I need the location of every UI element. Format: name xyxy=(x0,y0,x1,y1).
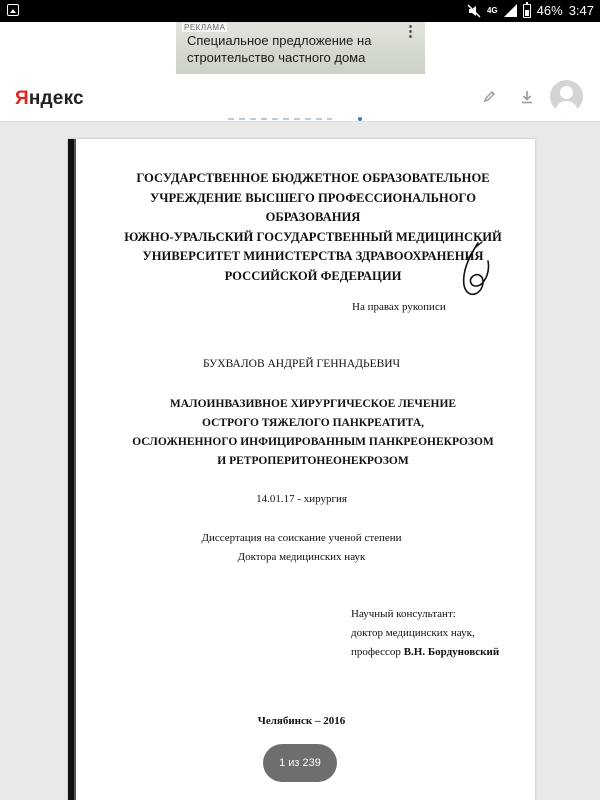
ad-menu-icon[interactable]: ⋮ xyxy=(403,23,418,40)
degree-line: Доктора медицинских наук xyxy=(237,551,366,563)
previous-page-edge xyxy=(200,116,400,122)
battery-icon xyxy=(523,4,531,18)
network-type: 4G xyxy=(486,6,498,15)
author-name: БУХВАЛОВ АНДРЕЙ ГЕННАДЬЕВИЧ xyxy=(202,358,401,370)
consultant-title xyxy=(351,643,499,662)
consultant-heading: Научный консультант: xyxy=(351,608,456,620)
mute-icon xyxy=(467,4,481,18)
org-line: ГОСУДАРСТВЕННОЕ БЮДЖЕТНОЕ ОБРАЗОВАТЕЛЬНОЕ xyxy=(136,171,490,185)
signal-icon xyxy=(504,4,517,17)
avatar[interactable] xyxy=(550,80,583,113)
battery-level: 46% xyxy=(536,3,563,18)
org-line: ЮЖНО-УРАЛЬСКИЙ ГОСУДАРСТВЕННЫЙ МЕДИЦИНСКИЙ xyxy=(124,229,502,244)
specialty-code: 14.01.17 - хирургия xyxy=(256,493,347,505)
logo-rest: ндекс xyxy=(28,88,84,109)
dissertation-title xyxy=(108,395,518,471)
edit-icon[interactable] xyxy=(481,88,499,106)
gallery-icon xyxy=(7,4,19,16)
page-counter[interactable]: 1 из 239 xyxy=(263,744,337,782)
document-page xyxy=(68,139,535,800)
title-line: ОСЛОЖНЕННОГО ИНФИЦИРОВАННЫМ ПАНКРЕОНЕКРОЗОМ xyxy=(132,436,494,448)
ad-text[interactable]: Специальное предложение на строительство частного дома xyxy=(187,33,372,65)
download-icon[interactable] xyxy=(518,88,536,106)
org-line: УНИВЕРСИТЕТ МИНИСТЕРСТВА ЗДРАВООХРАНЕНИЯ xyxy=(142,249,484,263)
handwritten-signature xyxy=(456,241,496,301)
yandex-logo[interactable] xyxy=(15,88,84,110)
scan-edge-shadow xyxy=(74,139,76,800)
ad-banner[interactable] xyxy=(176,22,425,74)
clock: 3:47 xyxy=(568,3,594,18)
consultant-degree: доктор медицинских наук, xyxy=(351,627,475,639)
degree-line: Диссертация на соискание ученой степени xyxy=(201,532,402,544)
document-viewer[interactable] xyxy=(0,122,600,800)
status-bar-right xyxy=(467,3,594,18)
ad-container xyxy=(0,22,600,74)
logo-first-letter: Я xyxy=(15,88,29,109)
rights-notice: На правах рукописи xyxy=(352,301,446,313)
title-line: И РЕТРОПЕРИТОНЕОНЕКРОЗОМ xyxy=(217,455,409,467)
status-bar xyxy=(0,0,600,22)
org-line: УЧРЕЖДЕНИЕ ВЫСШЕГО ПРОФЕССИОНАЛЬНОГО ОБРАЗОВАНИЯ xyxy=(149,190,477,224)
consultant-name: В.Н. Бордуновский xyxy=(403,646,500,658)
degree-statement xyxy=(68,529,535,567)
ad-label: РЕКЛАМА xyxy=(184,23,226,32)
city-year: Челябинск – 2016 xyxy=(257,715,346,727)
org-line: РОССИЙСКОЙ ФЕДЕРАЦИИ xyxy=(224,268,402,283)
app-header xyxy=(0,74,600,122)
title-line: ОСТРОГО ТЯЖЕЛОГО ПАНКРЕАТИТА, xyxy=(201,417,425,429)
scientific-consultant xyxy=(351,605,499,662)
consultant-rank: профессор xyxy=(351,646,404,658)
title-line: МАЛОИНВАЗИВНОЕ ХИРУРГИЧЕСКОЕ ЛЕЧЕНИЕ xyxy=(169,398,457,410)
